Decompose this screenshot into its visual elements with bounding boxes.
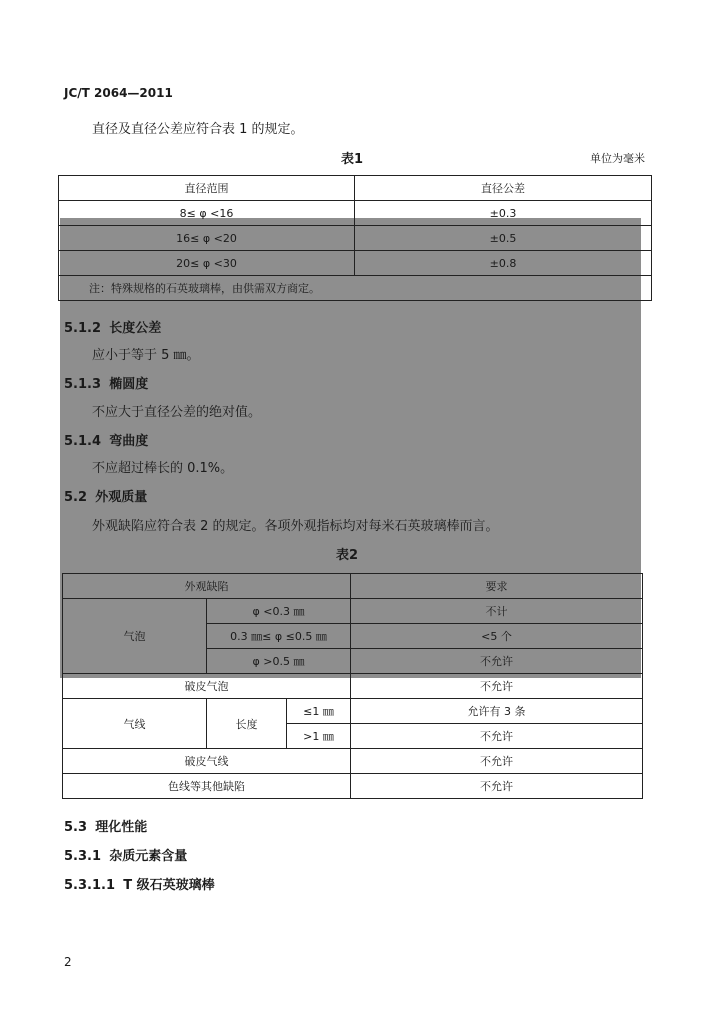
table2-cell: ≤1 ㎜ bbox=[287, 699, 351, 724]
section-title: 杂质元素含量 bbox=[109, 849, 188, 864]
table2-header-requirement: 要求 bbox=[351, 574, 643, 599]
table2-cell: 不允许 bbox=[351, 649, 643, 674]
table-row bbox=[59, 226, 652, 251]
intro-paragraph: 直径及直径公差应符合表 1 的规定。 bbox=[92, 122, 304, 137]
table2-cell: φ >0.5 ㎜ bbox=[207, 649, 351, 674]
table2-airline: 气线 bbox=[63, 699, 207, 749]
section-5-1-2 bbox=[64, 317, 161, 336]
table-row bbox=[63, 749, 643, 774]
section-5-3-1 bbox=[64, 845, 187, 864]
section-5-1-3-text: 不应大于直径公差的绝对值。 bbox=[92, 405, 262, 420]
section-number: 5.1.4 bbox=[64, 434, 102, 449]
table-row bbox=[63, 699, 643, 724]
table1-caption: 表1 bbox=[341, 152, 364, 167]
table2-cell: φ <0.3 ㎜ bbox=[207, 599, 351, 624]
table-row bbox=[59, 176, 652, 201]
table1-cell: 8≤ φ <16 bbox=[59, 201, 355, 226]
table1-unit: 单位为毫米 bbox=[590, 152, 645, 165]
section-number: 5.1.3 bbox=[64, 377, 102, 392]
table2-cell: >1 ㎜ bbox=[287, 724, 351, 749]
table-row bbox=[63, 774, 643, 799]
section-number: 5.3.1.1 bbox=[64, 878, 115, 893]
section-title: T 级石英玻璃棒 bbox=[123, 878, 215, 893]
table1-header-range: 直径范围 bbox=[59, 176, 355, 201]
section-number: 5.3.1 bbox=[64, 849, 102, 864]
section-title: 理化性能 bbox=[95, 820, 148, 835]
table1-cell: ±0.3 bbox=[355, 201, 652, 226]
section-5-1-4-text: 不应超过棒长的 0.1%。 bbox=[92, 461, 234, 476]
table2-cell: 不允许 bbox=[351, 674, 643, 699]
table2 bbox=[62, 573, 643, 799]
section-title: 椭圆度 bbox=[109, 377, 149, 392]
table1-cell: 20≤ φ <30 bbox=[59, 251, 355, 276]
table2-bubble: 气泡 bbox=[63, 599, 207, 674]
section-number: 5.3 bbox=[64, 820, 88, 835]
table2-cell: <5 个 bbox=[351, 624, 643, 649]
table2-caption: 表2 bbox=[336, 548, 359, 563]
table2-cell: 不允许 bbox=[351, 724, 643, 749]
section-title: 长度公差 bbox=[109, 321, 162, 336]
section-number: 5.2 bbox=[64, 490, 88, 505]
table-row bbox=[59, 251, 652, 276]
table2-cell: 不计 bbox=[351, 599, 643, 624]
table2-cell: 允许有 3 条 bbox=[351, 699, 643, 724]
table2-cell: 破皮气泡 bbox=[63, 674, 351, 699]
table2-length: 长度 bbox=[207, 699, 287, 749]
table1-cell: 16≤ φ <20 bbox=[59, 226, 355, 251]
section-5-1-4 bbox=[64, 430, 148, 449]
table2-cell: 破皮气线 bbox=[63, 749, 351, 774]
table-row bbox=[63, 599, 643, 624]
section-5-2-text: 外观缺陷应符合表 2 的规定。各项外观指标均对每米石英玻璃棒而言。 bbox=[92, 519, 499, 534]
table1-note: 注：特殊规格的石英玻璃棒，由供需双方商定。 bbox=[59, 276, 652, 301]
page-number: 2 bbox=[64, 955, 72, 969]
section-title: 弯曲度 bbox=[109, 434, 149, 449]
section-5-1-3 bbox=[64, 373, 148, 392]
table2-cell: 不允许 bbox=[351, 749, 643, 774]
table2-header-defect: 外观缺陷 bbox=[63, 574, 351, 599]
table1-header-tolerance: 直径公差 bbox=[355, 176, 652, 201]
table1 bbox=[58, 175, 652, 301]
section-5-3-1-1 bbox=[64, 874, 215, 893]
section-number: 5.1.2 bbox=[64, 321, 102, 336]
table1-cell: ±0.5 bbox=[355, 226, 652, 251]
table-row bbox=[59, 276, 652, 301]
table-row bbox=[63, 574, 643, 599]
table-row bbox=[59, 201, 652, 226]
table2-cell: 不允许 bbox=[351, 774, 643, 799]
section-5-3 bbox=[64, 816, 147, 835]
table2-cell: 色线等其他缺陷 bbox=[63, 774, 351, 799]
table2-cell: 0.3 ㎜≤ φ ≤0.5 ㎜ bbox=[207, 624, 351, 649]
table1-cell: ±0.8 bbox=[355, 251, 652, 276]
section-5-2 bbox=[64, 486, 147, 505]
table-row bbox=[63, 674, 643, 699]
section-title: 外观质量 bbox=[95, 490, 148, 505]
section-5-1-2-text: 应小于等于 5 ㎜。 bbox=[92, 348, 200, 363]
document-header: JC/T 2064—2011 bbox=[64, 86, 173, 100]
